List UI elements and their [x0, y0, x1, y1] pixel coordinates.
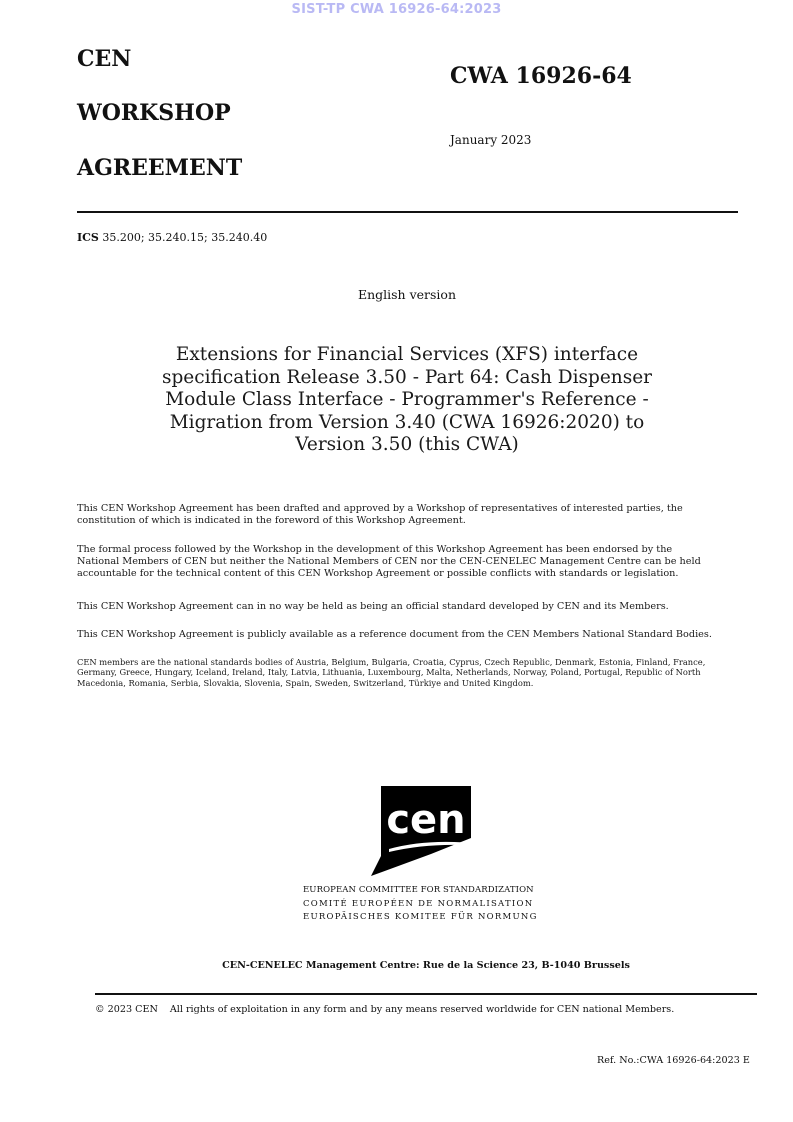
copyright-rights: All rights of exploitation in any form and by any means reserved worldwide for CEN national Members. — [169, 1004, 675, 1015]
paragraph-line: accountable for the technical content of this CEN Workshop Agreement or possible conflicts with standards or legislation. — [77, 567, 679, 579]
ics-codes: 35.200; 35.240.15; 35.240.40 — [102, 231, 268, 244]
paragraph-formal-process — [77, 544, 742, 579]
header-divider — [77, 211, 738, 213]
agreement-line-agreement: AGREEMENT — [77, 155, 243, 181]
paragraph-line: This CEN Workshop Agreement can in no way be held as being an official standard developed by CEN and its Members. — [77, 601, 669, 612]
paragraph-not-official — [77, 601, 742, 613]
ics-line — [77, 231, 267, 244]
management-centre-address: CEN-CENELEC Management Centre: Rue de la Science 23, B-1040 Brussels — [222, 960, 630, 971]
committee-line-en: EUROPEAN COMMITTEE FOR STANDARDIZATION — [303, 885, 534, 895]
logo-text: cen — [386, 797, 466, 843]
committee-line-de: EUROPÄISCHES KOMITEE FÜR NORMUNG — [303, 912, 538, 922]
copyright-owner: © 2023 CEN — [95, 1004, 158, 1015]
title-line: specification Release 3.50 - Part 64: Cash Dispenser — [161, 366, 653, 388]
reference-number: Ref. No.:CWA 16926-64:2023 E — [597, 1055, 750, 1066]
paragraph-line: The formal process followed by the Workshop in the development of this Workshop Agreement has been endorsed by the — [77, 544, 673, 555]
title-line: Version 3.50 (this CWA) — [295, 434, 519, 455]
document-title — [150, 344, 664, 457]
paragraph-line: constitution of which is indicated in the foreword of this Workshop Agreement. — [77, 514, 466, 526]
document-date: January 2023 — [450, 133, 532, 147]
paragraph-line: National Members of CEN but neither the National Members of CEN nor the CEN-CENELEC Management Centre can be held — [77, 555, 701, 567]
committee-names — [303, 884, 543, 925]
members-line: CEN members are the national standards bodies of Austria, Belgium, Bulgaria, Croatia, Cyprus, Czech Republic, Denmark, Estonia, Finland, France, — [77, 657, 706, 667]
paragraph-line: This CEN Workshop Agreement has been drafted and approved by a Workshop of representatives of interested parties, the — [77, 503, 683, 514]
watermark: SIST-TP CWA 16926-64:2023 — [291, 2, 502, 17]
agreement-line-cen: CEN — [77, 46, 132, 72]
footer-divider — [95, 993, 757, 995]
paragraph-members — [77, 657, 742, 688]
paragraph-line: This CEN Workshop Agreement is publicly available as a reference document from the CEN Members National Standard Bodies. — [77, 629, 712, 640]
paragraph-drafted — [77, 503, 742, 527]
language-version: English version — [357, 287, 457, 302]
copyright-notice — [95, 1004, 674, 1015]
title-line: Extensions for Financial Services (XFS) interface — [175, 344, 639, 365]
agreement-line-workshop: WORKSHOP — [77, 100, 231, 126]
paragraph-publicly-available — [77, 629, 742, 641]
title-line: Module Class Interface - Programmer's Reference - — [165, 389, 649, 410]
ics-label: ICS — [77, 231, 99, 244]
title-line: Migration from Version 3.40 (CWA 16926:2020) to — [169, 411, 645, 433]
document-number: CWA 16926-64 — [450, 63, 632, 89]
members-line: Macedonia, Romania, Serbia, Slovakia, Slovenia, Spain, Sweden, Switzerland, Türkiye and United Kingdom. — [77, 677, 534, 688]
members-line: Germany, Greece, Hungary, Iceland, Ireland, Italy, Latvia, Lithuania, Luxembourg, Malta, Netherlands, Norway, Poland, Portugal, Republic of North — [77, 667, 701, 678]
cen-logo-icon — [369, 786, 483, 876]
committee-line-fr: COMITÉ EUROPÉEN DE NORMALISATION — [303, 898, 534, 909]
